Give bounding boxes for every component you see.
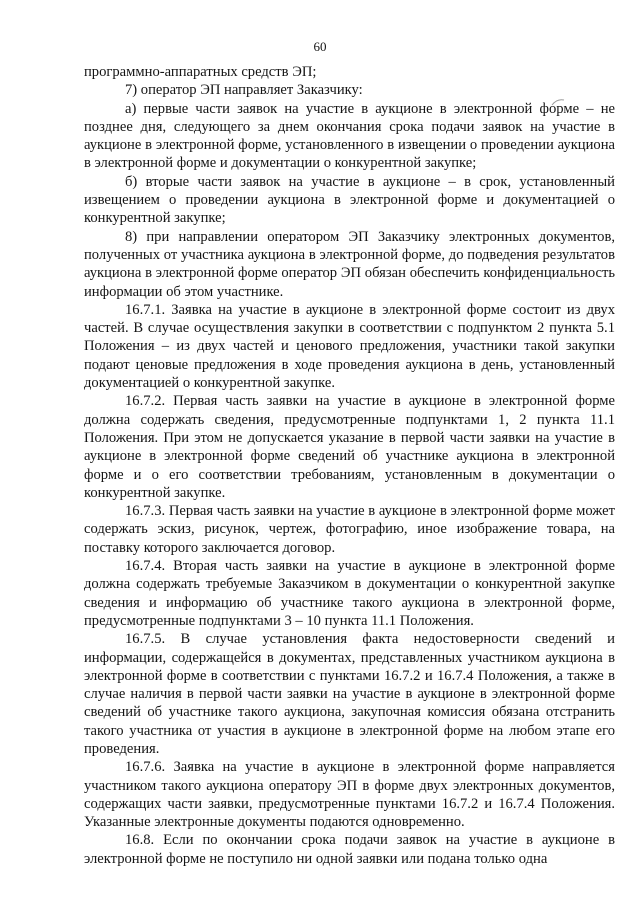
paragraph: 16.7.4. Вторая часть заявки на участие в аукционе в электронной форме должна содержать требуемые Заказчиком в документации о конкурентной закупке сведения и информацию об участнике такого аукциона в электронной форме, предусмотренные подпунктами 3 – 10 пункта 11.1 Положения. xyxy=(84,558,615,629)
paragraph: 16.7.1. Заявка на участие в аукционе в электронной форме состоит из двух частей. В случае осуществления закупки в соответствии с подпунктом 2 пункта 5.1 Положения – из двух частей и ценового предложения, участники такой закупки подают ценовые предложения в ходе проведения аукциона в день, установленный документацией о конкурентной закупке. xyxy=(84,301,615,392)
paragraph: 16.8. Если по окончании срока подачи заявок на участие в аукционе в электронной форме не поступило ни одной заявки или подана только одна xyxy=(84,832,615,867)
paragraph: б) вторые части заявок на участие в аукционе – в срок, установленный извещением о проведении аукциона в электронной форме и документацией о конкурентной закупке; xyxy=(84,173,615,227)
paragraph: 8) при направлении оператором ЭП Заказчику электронных документов, полученных от участника аукциона в электронной форме, до подведения результатов аукциона в электронной форме оператор ЭП обязан обеспечить конфиденциальность информации об этом участнике. xyxy=(84,228,615,300)
paragraph: а) первые части заявок на участие в аукционе в электронной форме – не позднее дня, следующего за днем окончания срока подачи заявок на участие в аукционе в электронной форме, установленного в извещении о проведении аукциона в электронной форме и документации о конкурентной закупке; xyxy=(84,100,615,172)
paragraph: 7) оператор ЭП направляет Заказчику: xyxy=(125,82,363,99)
paragraph: 16.7.2. Первая часть заявки на участие в аукционе в электронной форме должна содержать сведения, предусмотренные подпунктами 1, 2 пункта 11.1 Положения. При этом не допускается указание в первой части заявки на участие в аукционе в электронной форме сведений об участнике аукциона в электронной форме и о его соответствии требованиям, установленным в документации о конкурентной закупке. xyxy=(84,393,615,501)
paragraph: 16.7.6. Заявка на участие в аукционе в электронной форме направляется участником такого аукциона оператору ЭП в форме двух электронных документов, содержащих части заявки, предусмотренные пунктами 16.7.2 и 16.7.4 Положения. Указанные электронные документы подаются одновременно. xyxy=(84,759,615,831)
document-body xyxy=(84,63,615,868)
page-number: 60 xyxy=(313,39,327,54)
paragraph: программно-аппаратных средств ЭП; xyxy=(84,64,317,80)
paragraph: 16.7.3. Первая часть заявки на участие в аукционе в электронной форме может содержать эскиз, рисунок, чертеж, фотографию, иное изображение товара, на поставку которого заключается договор. xyxy=(84,503,615,556)
paragraph: 16.7.5. В случае установления факта недостоверности сведений и информации, содержащейся в документах, представленных участником аукциона в электронной форме в соответствии с пунктами 16.7.2 и 16.7.4 Положения, а также в случае наличия в первой части заявки на участие в аукционе в электронной форме сведений об участнике такого аукциона, закупочная комиссия обязана отстранить такого участника от участия в аукционе в электронной форме на любом этапе его проведения. xyxy=(84,631,615,757)
